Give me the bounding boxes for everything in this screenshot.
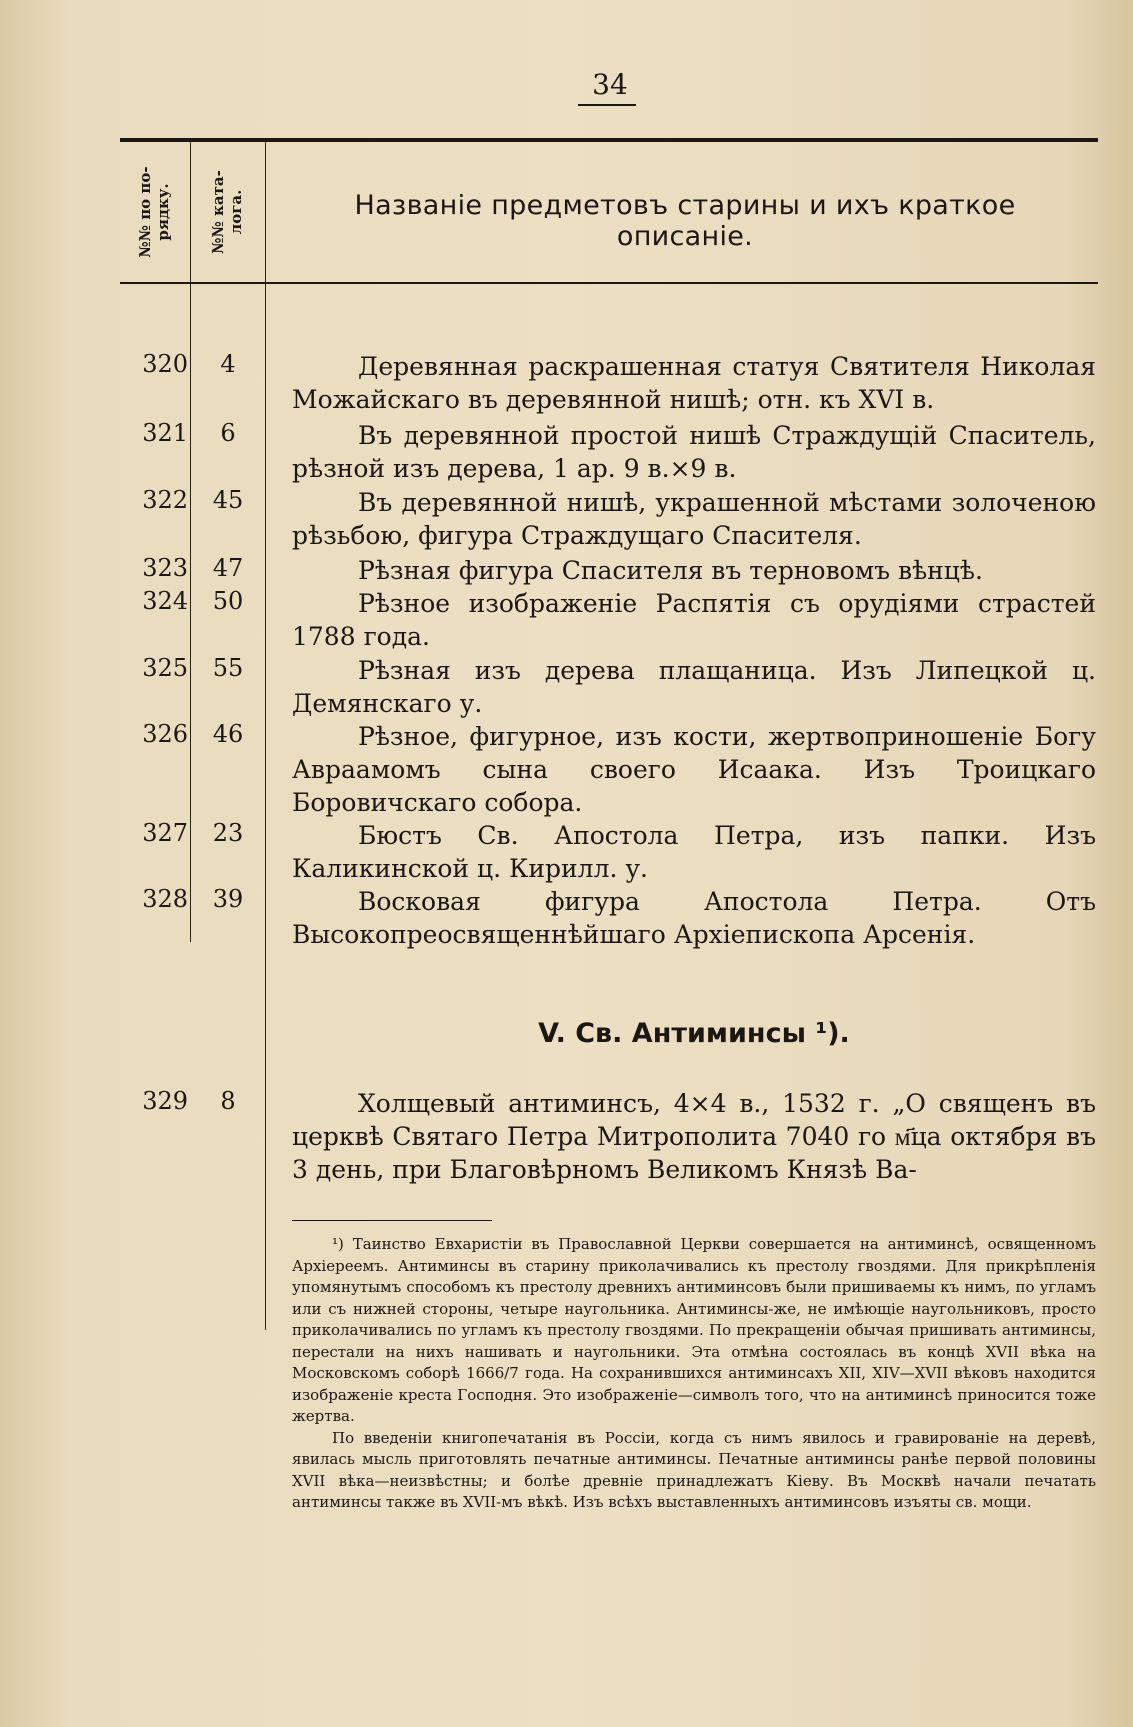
sequence-number: 320 <box>142 350 188 378</box>
sequence-number: 328 <box>142 885 188 913</box>
entry-description: Восковая фигура Апостола Петра. Отъ Высокопреосвященнѣйшаго Архіепископа Арсенія. <box>292 887 1096 949</box>
entry-description: Рѣзная фигура Спасителя въ терновомъ вѣнцѣ. <box>358 556 983 585</box>
catalog-number: 8 <box>220 1087 236 1115</box>
entry-description: Рѣзное, фигурное, изъ кости, жертвоприношеніе Богу Авраамомъ сына своего Исаака. Изъ Троицкаго Боровичскаго собора. <box>292 722 1096 817</box>
table-top-rule <box>120 138 1098 142</box>
sequence-number: 325 <box>142 654 188 682</box>
column-divider-1 <box>190 142 191 942</box>
catalog-number: 45 <box>212 486 244 514</box>
page-number: 34 <box>592 68 628 101</box>
sequence-number: 326 <box>142 720 188 748</box>
catalog-number: 6 <box>220 419 236 447</box>
catalog-number: 39 <box>212 885 244 913</box>
entry-description: Рѣзная изъ дерева плащаница. Изъ Липецкой ц. Демянскаго у. <box>292 656 1096 718</box>
column-divider-2 <box>265 142 266 1330</box>
catalog-number: 50 <box>212 587 244 615</box>
catalog-number: 55 <box>212 654 244 682</box>
entry-description: Въ деревянной простой нишѣ Страждущій Спаситель, рѣзной изъ дерева, 1 ар. 9 в.×9 в. <box>292 421 1096 483</box>
sequence-number: 321 <box>142 419 188 447</box>
description-column-header: Названіе предметовъ старины и ихъ краткое описаніе. <box>354 190 1016 252</box>
sequence-number: 324 <box>142 587 188 615</box>
entry-description: Бюстъ Св. Апостола Петра, изъ папки. Изъ Каликинской ц. Кирилл. у. <box>292 821 1096 883</box>
table-header-rule <box>120 282 1098 284</box>
entry-description: Рѣзное изображеніе Распятія съ орудіями страстей 1788 года. <box>292 589 1096 651</box>
catalog-number: 23 <box>212 819 244 847</box>
footnote-separator <box>292 1220 492 1221</box>
entry-description: Деревянная раскрашенная статуя Святителя Николая Можайскаго въ деревянной нишѣ; отн. къ XVI в. <box>292 352 1096 414</box>
catalog-column-header: №№ ката- лога. <box>209 170 245 254</box>
entry-description: Холщевый антиминсъ, 4×4 в., 1532 г. „О священъ въ церквѣ Святаго Петра Митрополита 7040 го м҃ца октября въ 3 день, при Благовѣрномъ Великомъ Князѣ Ва- <box>292 1089 1096 1184</box>
footnote-paragraph: ¹) Таинство Евхаристіи въ Православной Церкви совершается на антиминсѣ, освященномъ Архіереемъ. Антиминсы въ старину приколачивались къ престолу гвоздями. Для прикрѣпленія упомянутымъ способомъ къ престолу древнихъ антиминсовъ были пришиваемы къ нимъ, по угламъ или съ нижней стороны, четыре наугольника. Антиминсы-же, не имѣющіе наугольниковъ, просто приколачивались по угламъ къ престолу гвоздями. По прекращеніи обычая пришивать антиминсы, перестали на нихъ нашивать и наугольники. Эта отмѣна состоялась въ концѣ XVII вѣка на Московскомъ соборѣ 1666/7 года. На сохранившихся антиминсахъ XII, XIV—XVII вѣковъ находится изображеніе креста Господня. Это изображеніе—символъ того, что на антиминсѣ приносится тоже жертва. <box>292 1235 1096 1425</box>
catalog-number: 4 <box>220 350 236 378</box>
sequence-column-header: №№ по по- рядку. <box>136 166 172 258</box>
sequence-number: 322 <box>142 486 188 514</box>
footnote <box>292 1234 1096 1514</box>
sequence-number: 327 <box>142 819 188 847</box>
footnote-paragraph: По введеніи книгопечатанія въ Россіи, когда съ нимъ явилось и гравированіе на деревѣ, явилась мысль приготовлять печатные антиминсы. Печатные антиминсы ранѣе первой половины XVII вѣка—неизвѣстны; и болѣе древніе принадлежатъ Кіеву. Въ Москвѣ начали печатать антиминсы также въ XVII-мъ вѣкѣ. Изъ всѣхъ выставленныхъ антиминсовъ изъяты св. мощи. <box>292 1428 1096 1511</box>
catalog-number: 46 <box>212 720 244 748</box>
entry-description: Въ деревянной нишѣ, украшенной мѣстами золоченою рѣзьбою, фигура Страждущаго Спасителя. <box>292 488 1096 550</box>
section-heading: V. Св. Антиминсы ¹). <box>538 1018 850 1049</box>
sequence-number: 329 <box>142 1087 188 1115</box>
page-number-underline <box>578 104 636 106</box>
sequence-number: 323 <box>142 554 188 582</box>
catalog-number: 47 <box>212 554 244 582</box>
